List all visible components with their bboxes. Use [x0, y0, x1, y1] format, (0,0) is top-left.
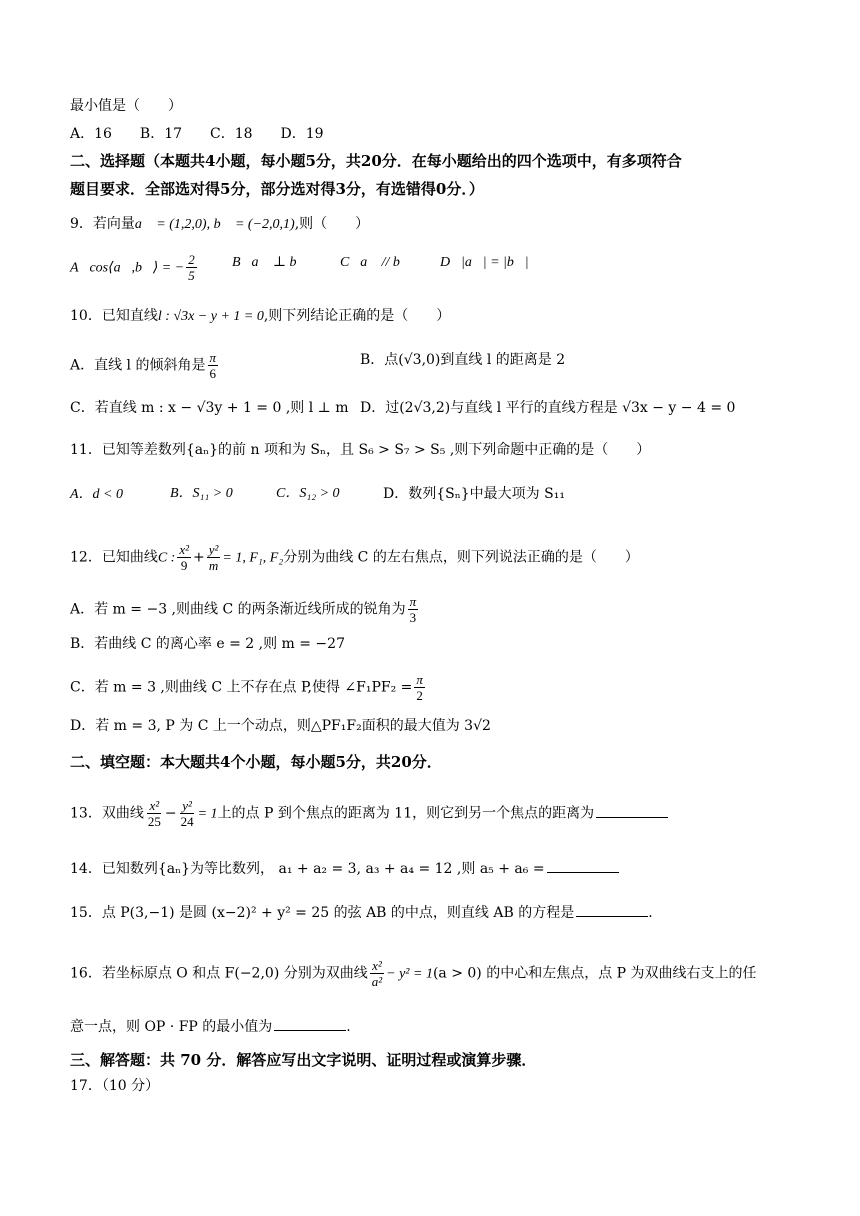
q16-stem: 16．若坐标原点 O 和点 F(−2,0) 分别为双曲线 $\frac{\text{x²}}{\text{a²}}$ − y² = 1(a > 0) 的中心和左焦点，点 P 为双曲线右支上的任: [70, 958, 757, 989]
q12-stem: 12．已知曲线C : $\frac{\text{x²}}{9}$ + $\frac{\text{y²}}{m}$ = 1, F₁, F₂分别为曲线 C 的左右焦点，则下列说法正确的是（ ）: [70, 542, 639, 573]
q11-stem: 11．已知等差数列{aₙ}的前 n 项和为 Sₙ，且 S₆ > S₇ > S₅ ,则下列命题中正确的是（ ）: [70, 442, 651, 458]
q13-stem: 13．双曲线 $\frac{\text{x²}}{25}$ − $\frac{\text{y²}}{24}$ = 1上的点 P 到个焦点的距离为 11，则它到另一个焦点的距离为: [70, 798, 668, 829]
q11-options: [70, 484, 565, 505]
q9-option-c: C．a⃗ // b⃗: [340, 255, 411, 270]
q9-options: [70, 252, 529, 283]
q12-option-a: A．若 m = −3 ,则曲线 C 的两条渐近线所成的锐角为 $\frac{\pi}{3}$: [70, 594, 417, 625]
q9-option-d: D．|a⃗| = |b⃗|: [440, 255, 529, 270]
q15-answer-blank: [576, 902, 648, 917]
q13-answer-blank: [596, 803, 668, 818]
q8-options: A．16 B．17 C．18 D．19: [70, 126, 324, 142]
fill-blank-heading: 二、填空题：本大题共4个小题，每小题5分，共20分．: [70, 753, 442, 771]
q15-stem: 15．点 P(3,−1) 是圆 (x−2)² + y² = 25 的弦 AB 的中点，则直线 AB 的方程是 .: [70, 902, 653, 923]
q9-option-a: A．cos⟨a⃗,b⃗⟩ = − $\frac{2}{5}$: [70, 252, 195, 283]
q17-stem: 17．（10 分）: [70, 1078, 160, 1094]
section2-heading-line2: 题目要求．全部选对得5分，部分选对得3分，有选错得0分．）: [70, 180, 484, 198]
q9-option-b: B．a⃗ ⊥ b⃗: [232, 255, 308, 270]
q10-option-a: A．直线 l 的倾斜角是 $\frac{\pi}{6}$: [70, 350, 217, 381]
q12-option-d: D．若 m = 3, P 为 C 上一个动点，则△PF₁F₂面积的最大值为 3√2: [70, 718, 491, 734]
q11-option-d: D．数列{Sₙ}中最大项为 S₁₁: [383, 486, 565, 502]
q16-answer-blank: [274, 1016, 346, 1031]
q9-stem: [70, 214, 369, 235]
q12-option-b: B．若曲线 C 的离心率 e = 2 ,则 m = −27: [70, 636, 345, 652]
q9-suffix: ,则（ ）: [294, 216, 370, 232]
q14-answer-blank: [547, 858, 619, 873]
q14-stem: 14．已知数列{aₙ}为等比数列， a₁ + a₂ = 3, a₃ + a₄ = 12 ,则 a₅ + a₆ =: [70, 858, 619, 879]
q10-option-b: B．点(√3,0)到直线 l 的距离是 2: [360, 352, 566, 368]
q16-stem-line2: 意一点，则 OP · FP 的最小值为 .: [70, 1016, 351, 1037]
q11-option-a: A．d < 0: [70, 487, 123, 502]
q12-option-c: C．若 m = 3 ,则曲线 C 上不存在点 P,使得 ∠F₁PF₂ = $\frac{\pi}{2}$: [70, 672, 423, 703]
q10-stem: 10．已知直线l : √3x − y + 1 = 0,则下列结论正确的是（ ）: [70, 308, 451, 324]
q10-option-d: D．过(2√3,2)与直线 l 平行的直线方程是 √3x − y − 4 = 0: [360, 400, 736, 416]
q10-option-c: C．若直线 m : x − √3y + 1 = 0 ,则 l ⊥ m: [70, 400, 349, 416]
q11-option-c: C．S₁₂ > 0: [276, 486, 340, 501]
section2-heading-line1: 二、选择题（本题共4小题，每小题5分，共20分．在每小题给出的四个选项中，有多项符合: [70, 152, 682, 170]
q10-line-eq: l : √3x − y + 1 = 0: [157, 309, 264, 324]
q9-prefix: 9．若向量: [70, 216, 135, 232]
q9-vectors: a⃗ = (1,2,0), b⃗ = (−2,0,1): [134, 217, 295, 232]
q8-continuation: 最小值是（ ）: [70, 98, 182, 114]
solution-heading: 三、解答题：共 70 分．解答应写出文字说明、证明过程或演算步骤．: [70, 1051, 537, 1069]
q11-option-b: B．S₁₁ > 0: [170, 486, 233, 501]
